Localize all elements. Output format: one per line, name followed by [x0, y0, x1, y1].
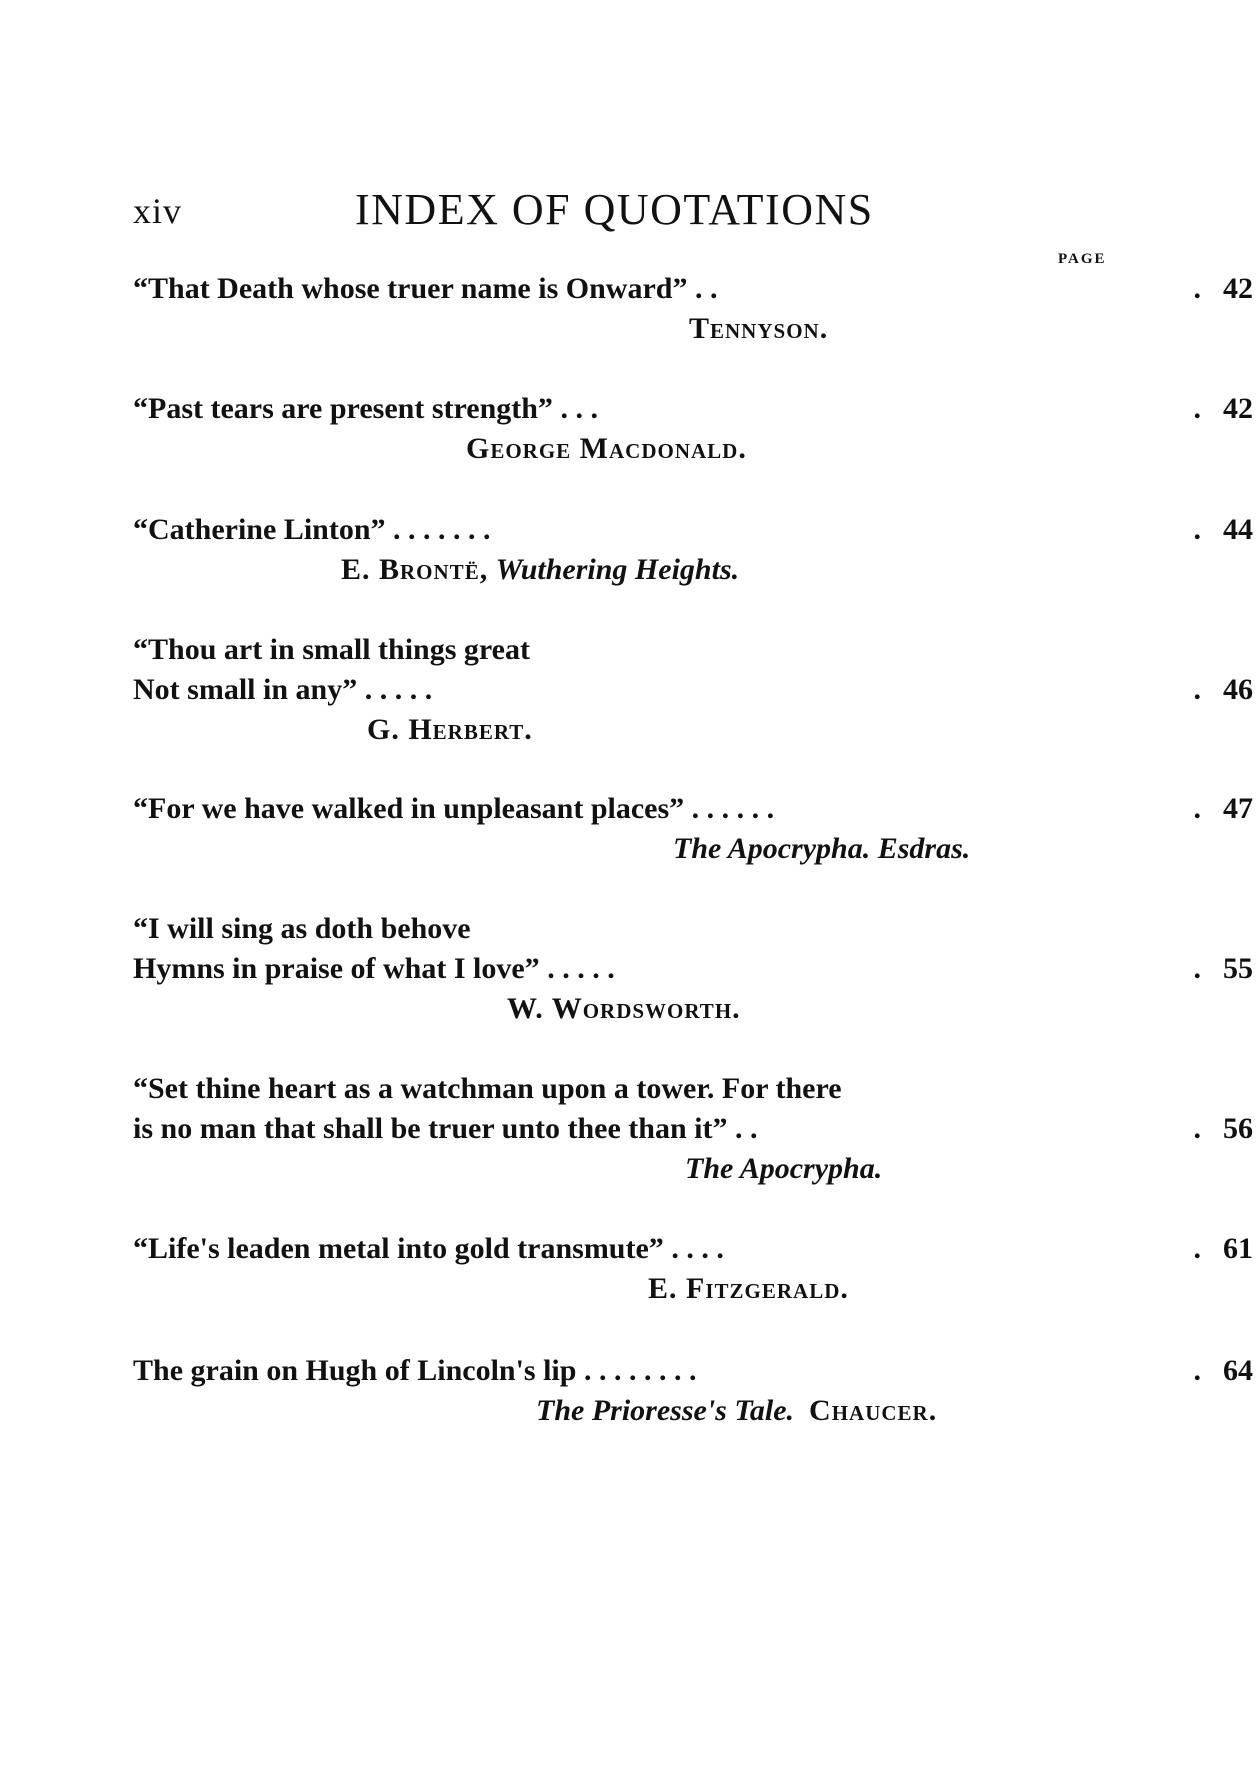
attribution: Tennyson. [689, 312, 829, 345]
page-number [1053, 673, 1253, 707]
index-entry [133, 513, 1253, 593]
quotation-line [133, 633, 530, 667]
leader-dots: . . . [552, 392, 598, 425]
leader-dots: . . . . . . . . [576, 1354, 697, 1387]
quotation-line [133, 912, 471, 946]
quotation-line [133, 392, 598, 426]
leader-dots: . . . . . . . [385, 513, 491, 546]
page-number-value: 44 [1223, 513, 1253, 546]
quotation-text: “Catherine Linton” [133, 513, 386, 546]
attribution [673, 832, 970, 866]
quotation-line [133, 272, 717, 306]
quotation-text: The grain on Hugh of Lincoln's lip [133, 1354, 577, 1387]
page-number [1053, 513, 1253, 547]
leader-dots: . . . . . [357, 673, 433, 706]
page-column-label: PAGE [1058, 251, 1107, 267]
leader-dot: . [1193, 513, 1201, 546]
quotation-line [133, 1354, 696, 1388]
quotation-line [133, 792, 774, 826]
index-entry [133, 792, 1253, 872]
index-entry [133, 1072, 1253, 1192]
leader-dot: . [1193, 392, 1201, 425]
attribution [341, 553, 739, 587]
page-number-value: 46 [1223, 673, 1253, 706]
index-entry [133, 272, 1253, 352]
attribution-work: Wuthering Heights. [495, 553, 740, 586]
quotation-text: “Life's leaden metal into gold transmute” [133, 1232, 664, 1265]
leader-dot: . [1193, 792, 1201, 825]
page-number-value: 47 [1223, 792, 1253, 825]
page-number-value: 64 [1223, 1354, 1253, 1387]
leader-dot: . [1193, 1354, 1201, 1387]
quotation-line [133, 513, 491, 547]
page-number [1053, 1112, 1253, 1146]
leader-dot: . [1193, 1112, 1201, 1145]
quotation-line [133, 1232, 724, 1266]
leader-dots: . . . . [663, 1232, 724, 1265]
attribution: G. Herbert. [367, 713, 533, 746]
leader-dot: . [1193, 673, 1201, 706]
page-number-value: 55 [1223, 952, 1253, 985]
attribution-work: The Apocrypha. [673, 832, 871, 865]
page-number [1053, 792, 1253, 826]
index-entry [133, 1354, 1253, 1434]
attribution [685, 1152, 882, 1186]
quotation-text: “Thou art in small things great [133, 633, 530, 666]
attribution-author: Chaucer. [809, 1394, 938, 1427]
quotation-line [133, 1072, 842, 1106]
page-number-value: 42 [1223, 272, 1253, 305]
page-number [1053, 1232, 1253, 1266]
quotation-text: Hymns in praise of what I love” [133, 952, 540, 985]
index-entry [133, 392, 1253, 472]
page-number [1053, 952, 1253, 986]
page-number [1053, 272, 1253, 306]
attribution-book: Esdras. [877, 832, 971, 865]
attribution: W. Wordsworth. [507, 992, 741, 1025]
quotation-text: Not small in any” [133, 673, 358, 706]
leader-dot: . [1193, 1232, 1201, 1265]
page-number [1053, 392, 1253, 426]
attribution-work: The Prioresse's Tale. [536, 1394, 795, 1427]
index-entry [133, 1232, 1253, 1312]
attribution: E. Fitzgerald. [648, 1272, 849, 1305]
page-number-value: 56 [1223, 1112, 1253, 1145]
quotation-text: “I will sing as doth behove [133, 912, 471, 945]
quotation-line [133, 673, 432, 707]
quotation-text: is no man that shall be truer unto thee than it” [133, 1112, 728, 1145]
leader-dots: . . . . . [539, 952, 615, 985]
page-number-value: 61 [1223, 1232, 1253, 1265]
attribution-author: E. Brontë, [341, 553, 489, 586]
attribution [536, 1394, 937, 1428]
page-number-value: 42 [1223, 392, 1253, 425]
page-number [1053, 1354, 1253, 1388]
leader-dots: . . . . . . [684, 792, 775, 825]
page-folio: xiv [133, 191, 183, 231]
index-entry [133, 633, 1253, 753]
running-title: INDEX OF QUOTATIONS [355, 185, 874, 234]
quotation-text: “For we have walked in unpleasant places” [133, 792, 685, 825]
attribution: George Macdonald. [466, 432, 747, 465]
quotation-text: “That Death whose truer name is Onward” [133, 272, 688, 305]
leader-dot: . [1193, 272, 1201, 305]
quotation-text: “Past tears are present strength” [133, 392, 553, 425]
attribution-work: The Apocrypha. [685, 1152, 883, 1185]
quotation-line [133, 1112, 758, 1146]
quotation-text: “Set thine heart as a watchman upon a tower. For there [133, 1072, 842, 1105]
leader-dot: . [1193, 952, 1201, 985]
quotation-line [133, 952, 615, 986]
leader-dots: . . [727, 1112, 758, 1145]
index-entry [133, 912, 1253, 1032]
leader-dots: . . [687, 272, 718, 305]
